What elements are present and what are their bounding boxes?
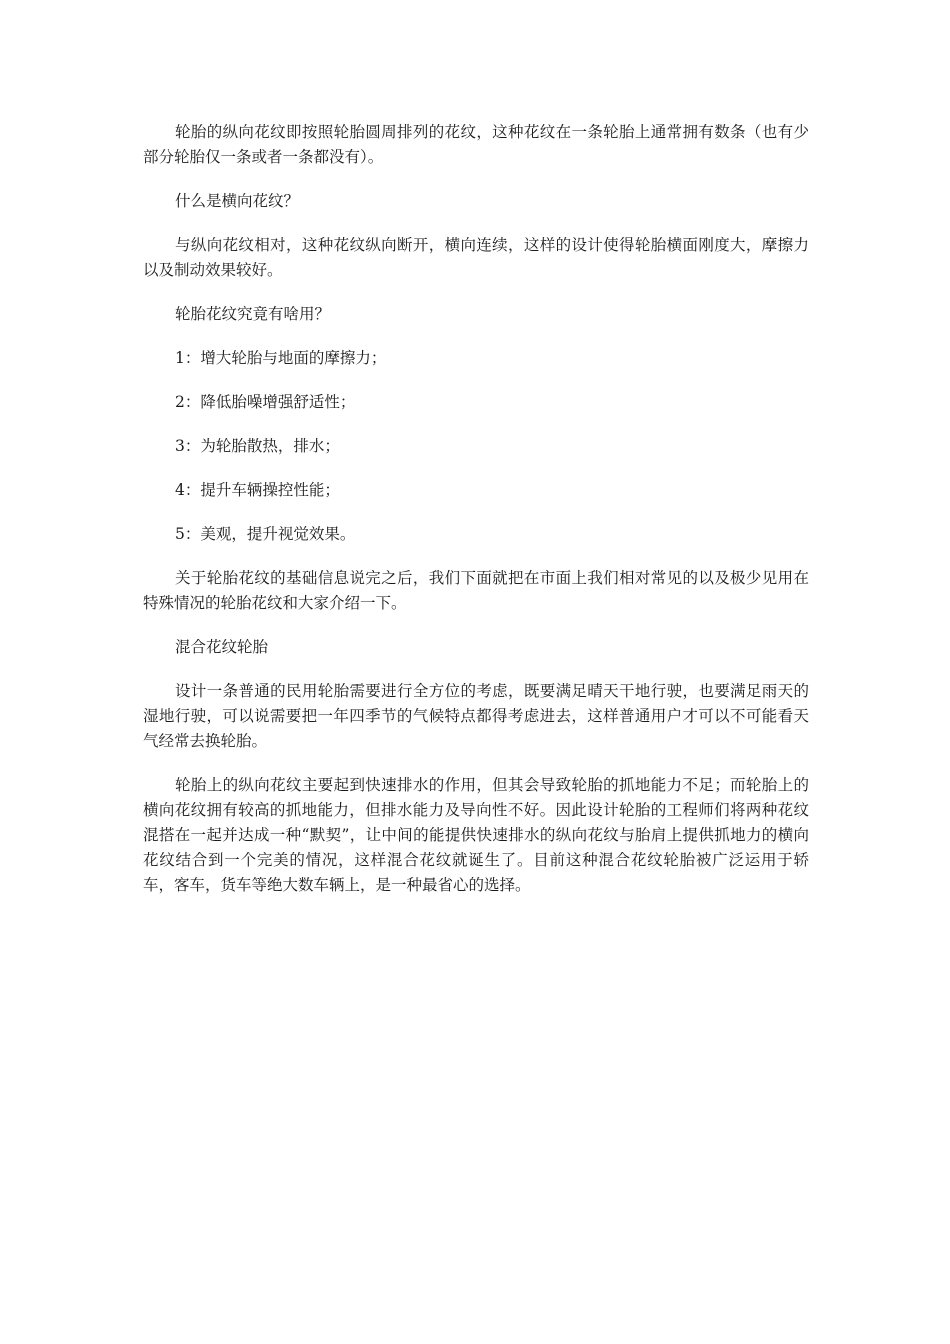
paragraph-intro-types: 关于轮胎花纹的基础信息说完之后，我们下面就把在市面上我们相对常见的以及极少见用在特殊情况的轮胎花纹和大家介绍一下。 [143, 569, 809, 612]
list-item-purpose-3: 3：为轮胎散热，排水； [175, 437, 340, 455]
list-item-purpose-2: 2：降低胎噪增强舒适性； [175, 393, 356, 411]
list-item-purpose-4: 4：提升车辆操控性能； [175, 481, 340, 499]
question-lateral-pattern: 什么是横向花纹？ [175, 192, 300, 210]
paragraph-mixed-explanation: 轮胎上的纵向花纹主要起到快速排水的作用，但其会导致轮胎的抓地能力不足；而轮胎上的横向花纹拥有较高的抓地能力，但排水能力及导向性不好。因此设计轮胎的工程师们将两种花纹混搭在一起并达成一种“默契”，让中间的能提供快速排水的纵向花纹与胎肩上提供抓地力的横向花纹结合到一个完美的情况，这样混合花纹就诞生了。目前这种混合花纹轮胎被广泛运用于轿车，客车，货车等绝大数车辆上，是一种最省心的选择。 [143, 776, 809, 894]
list-item-purpose-5: 5：美观，提升视觉效果。 [175, 525, 356, 543]
paragraph-lateral-pattern: 与纵向花纹相对，这种花纹纵向断开，横向连续，这样的设计使得轮胎横面刚度大，摩擦力以及制动效果较好。 [143, 236, 809, 279]
document-page [143, 120, 809, 917]
question-pattern-purpose: 轮胎花纹究竟有啥用？ [175, 305, 331, 323]
paragraph-longitudinal-pattern: 轮胎的纵向花纹即按照轮胎圆周排列的花纹，这种花纹在一条轮胎上通常拥有数条（也有少部分轮胎仅一条或者一条都没有）。 [143, 123, 809, 166]
section-heading-mixed-pattern: 混合花纹轮胎 [175, 638, 269, 656]
paragraph-mixed-design: 设计一条普通的民用轮胎需要进行全方位的考虑，既要满足晴天干地行驶，也要满足雨天的湿地行驶，可以说需要把一年四季节的气候特点都得考虑进去，这样普通用户才可以不可能看天气经常去换轮胎。 [143, 682, 809, 750]
list-item-purpose-1: 1：增大轮胎与地面的摩擦力； [175, 349, 387, 367]
